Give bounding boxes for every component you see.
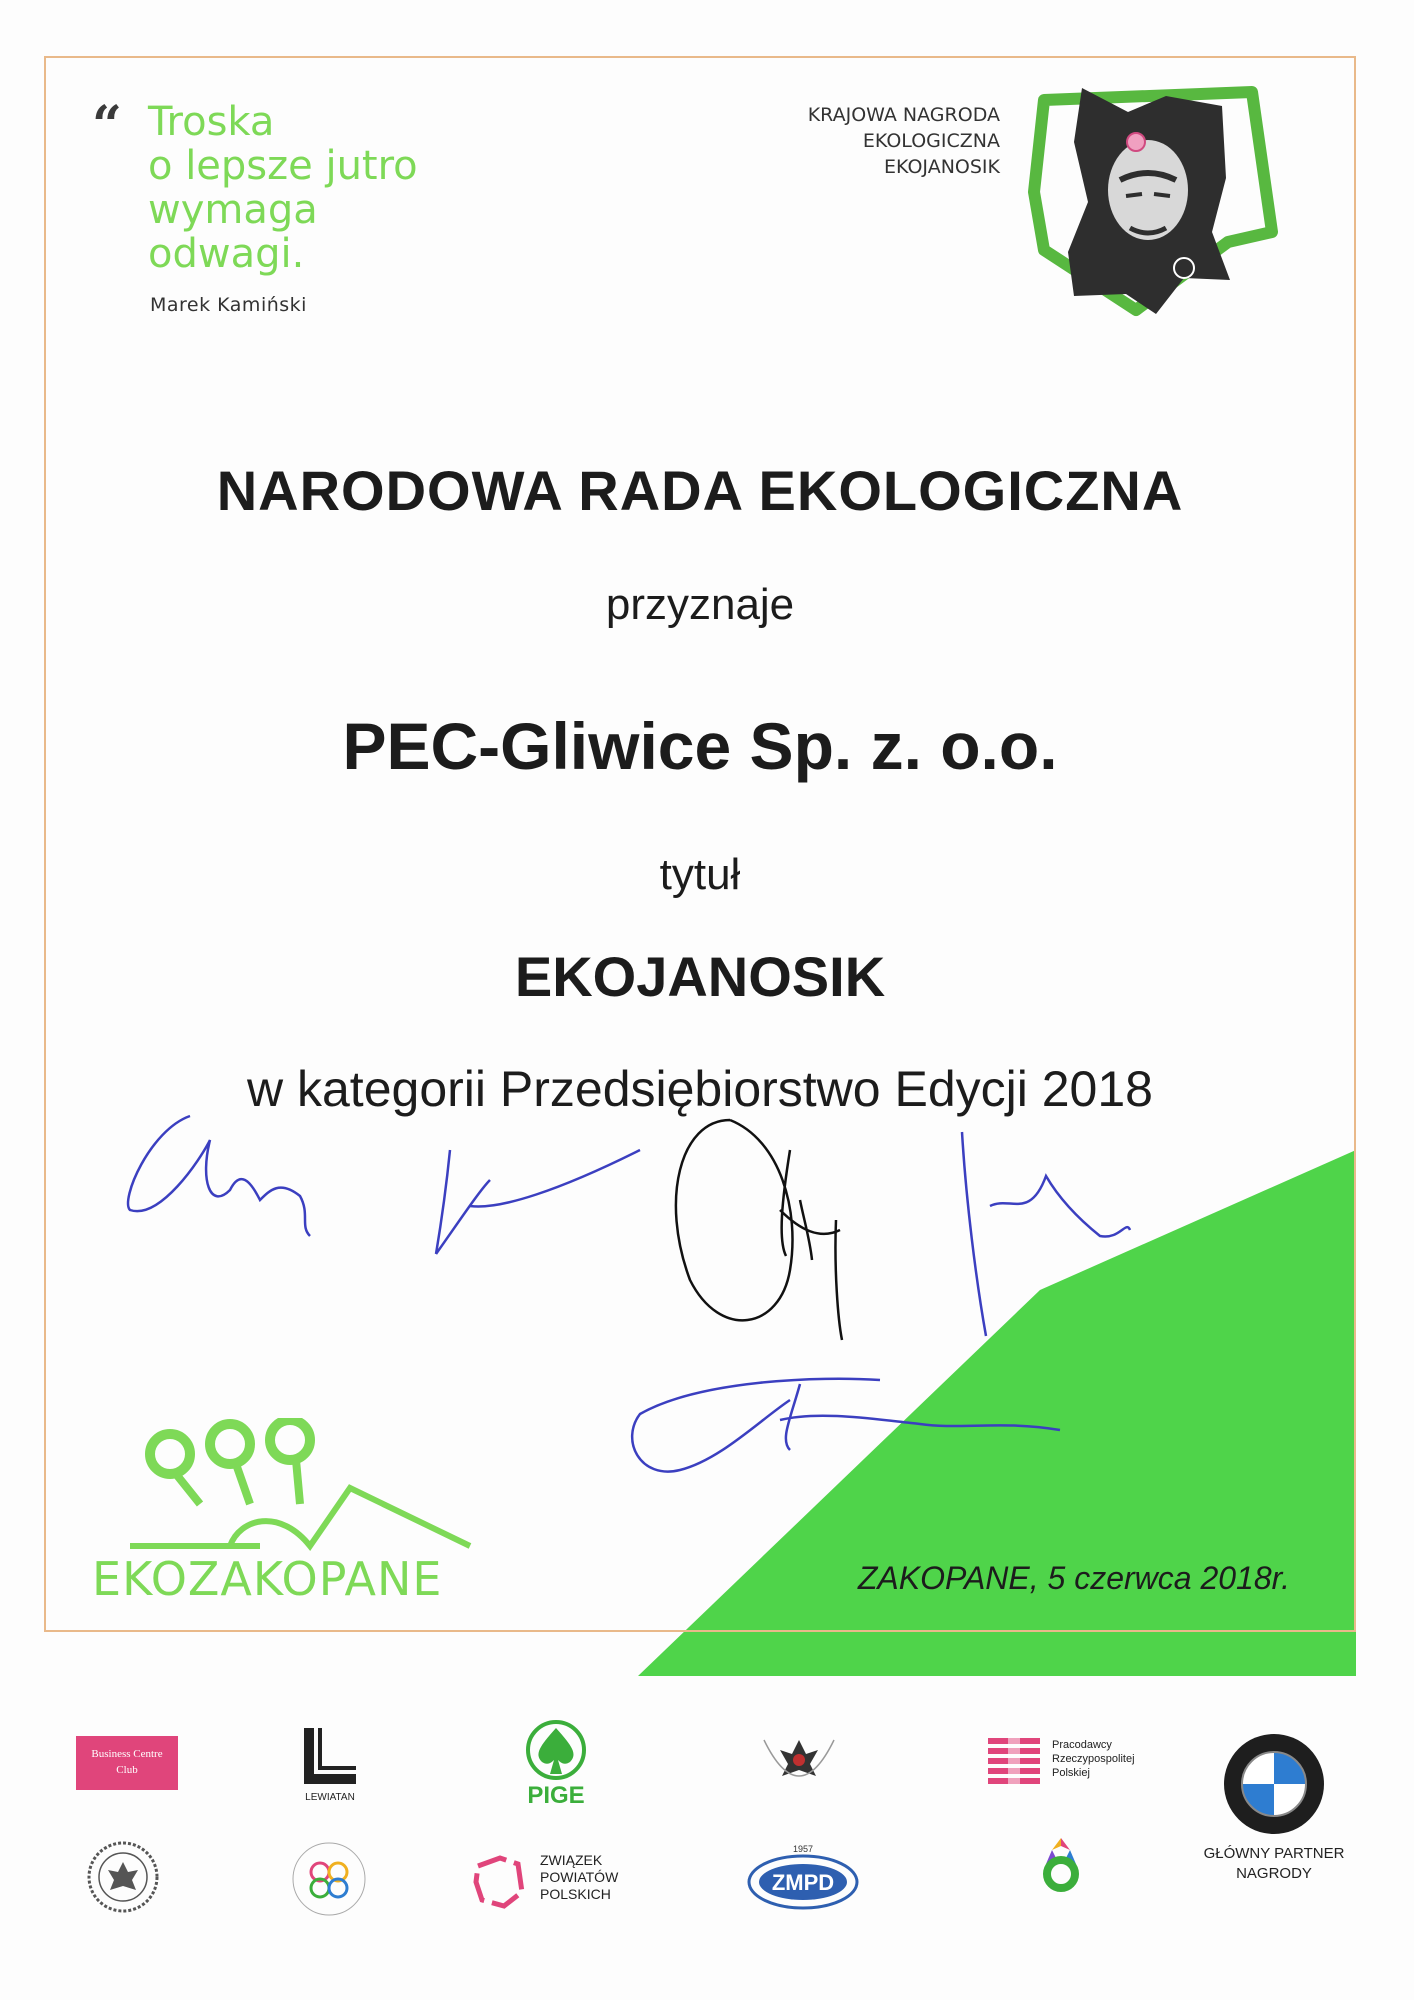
pracodawcy-line: Polskiej <box>1052 1767 1090 1779</box>
zmpd-logo-icon <box>744 1838 862 1916</box>
quote-line: o lepsze jutro <box>148 143 418 189</box>
zpp-line: POLSKICH <box>540 1886 611 1902</box>
polski-klub-biznesu-logo-icon <box>754 1720 844 1810</box>
lewiatan-label: LEWIATAN <box>305 1792 355 1803</box>
place-date: ZAKOPANE, 5 czerwca 2018r. <box>857 1560 1290 1596</box>
zpp-line: ZWIĄZEK <box>540 1852 603 1868</box>
awards-verb: przyznaje <box>605 580 795 629</box>
organizer-name: EKOZAKOPANE <box>92 1552 443 1606</box>
pracodawcy-rp-logo-icon <box>984 1734 1044 1790</box>
partner-line: NAGRODY <box>1236 1865 1312 1882</box>
pige-label: PIGE <box>527 1782 585 1809</box>
zmpd-year: 1957 <box>792 1844 814 1854</box>
signature-2 <box>436 1150 640 1254</box>
award-category: w kategorii Przedsiębiorstwo Edycji 2018 <box>247 1061 1153 1117</box>
partner-line: GŁÓWNY PARTNER <box>1203 1845 1345 1862</box>
quote-line: odwagi. <box>148 231 305 277</box>
ekozakopane-logo-icon <box>90 1418 480 1558</box>
pracodawcy-label <box>1052 1738 1162 1780</box>
zmpd-label: ZMPD <box>771 1870 835 1895</box>
official-seal-icon <box>86 1840 160 1914</box>
award-header-line: KRAJOWA NAGRODA <box>807 104 1000 126</box>
pracodawcy-line: Rzeczypospolitej <box>1052 1753 1135 1765</box>
zwiazek-powiatow-polskich-logo-icon <box>470 1852 528 1910</box>
signature-1 <box>128 1116 310 1236</box>
title-word: tytuł <box>659 850 741 899</box>
award-header-line: EKOJANOSIK <box>884 156 1000 178</box>
zwiazek-miast-polskich-logo-icon <box>290 1840 368 1918</box>
signature-4 <box>962 1132 1130 1336</box>
bcc-line: Club <box>116 1764 138 1776</box>
main-partner-label <box>1186 1844 1362 1884</box>
quote-mark-icon: “ <box>92 95 122 156</box>
signature-3 <box>676 1120 842 1340</box>
quote-author: Marek Kamiński <box>150 294 307 316</box>
awardee-company: PEC-Gliwice Sp. z. o.o. <box>342 709 1058 783</box>
zpp-label <box>540 1852 650 1903</box>
business-centre-club-logo <box>76 1736 178 1790</box>
signature-5 <box>632 1379 1060 1472</box>
award-title: EKOJANOSIK <box>514 945 886 1008</box>
pracodawcy-line: Pracodawcy <box>1052 1739 1112 1751</box>
quote-line: wymaga <box>148 187 318 233</box>
zpp-line: POWIATÓW <box>540 1869 619 1885</box>
rainbow-logo-icon <box>1030 1832 1092 1894</box>
bmw-logo-icon <box>1222 1732 1326 1836</box>
award-header-line: EKOLOGICZNA <box>862 130 1000 152</box>
council-name: NARODOWA RADA EKOLOGICZNA <box>216 459 1184 522</box>
quote-line: Troska <box>148 99 275 145</box>
bcc-line: Business Centre <box>91 1748 163 1760</box>
